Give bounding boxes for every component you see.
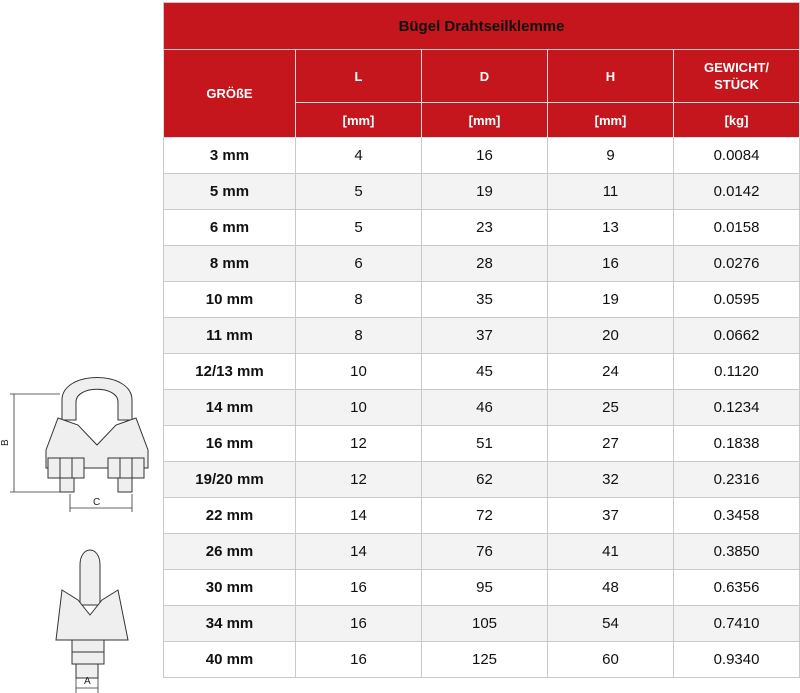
cell-h: 11 xyxy=(548,174,674,210)
cell-size: 14 mm xyxy=(164,390,296,426)
dimension-label-c: C xyxy=(93,497,101,508)
cell-d: 51 xyxy=(422,426,548,462)
cell-d: 76 xyxy=(422,534,548,570)
cell-d: 23 xyxy=(422,210,548,246)
cell-l: 10 xyxy=(296,390,422,426)
cell-weight: 0.3458 xyxy=(674,498,800,534)
table-row xyxy=(164,534,800,570)
cell-size: 22 mm xyxy=(164,498,296,534)
cell-size: 11 mm xyxy=(164,318,296,354)
cell-weight: 0.6356 xyxy=(674,570,800,606)
unit-l: [mm] xyxy=(296,103,422,138)
cell-h: 19 xyxy=(548,282,674,318)
cell-h: 41 xyxy=(548,534,674,570)
cell-weight: 0.0662 xyxy=(674,318,800,354)
header-h: H xyxy=(548,50,674,103)
cell-l: 8 xyxy=(296,282,422,318)
cell-weight: 0.1838 xyxy=(674,426,800,462)
spec-table xyxy=(163,2,800,678)
cell-d: 62 xyxy=(422,462,548,498)
cell-h: 9 xyxy=(548,138,674,174)
cell-size: 6 mm xyxy=(164,210,296,246)
cell-size: 30 mm xyxy=(164,570,296,606)
unit-weight: [kg] xyxy=(674,103,800,138)
cell-h: 16 xyxy=(548,246,674,282)
table-row xyxy=(164,426,800,462)
cell-size: 3 mm xyxy=(164,138,296,174)
cell-weight: 0.0276 xyxy=(674,246,800,282)
cell-size: 34 mm xyxy=(164,606,296,642)
header-d: D xyxy=(422,50,548,103)
cell-weight: 0.9340 xyxy=(674,642,800,678)
table-row xyxy=(164,570,800,606)
cell-weight: 0.1234 xyxy=(674,390,800,426)
table-row xyxy=(164,390,800,426)
cell-size: 12/13 mm xyxy=(164,354,296,390)
table-row xyxy=(164,498,800,534)
cell-l: 16 xyxy=(296,642,422,678)
cell-h: 54 xyxy=(548,606,674,642)
cell-d: 35 xyxy=(422,282,548,318)
table-row xyxy=(164,642,800,678)
table-row xyxy=(164,354,800,390)
cell-l: 12 xyxy=(296,426,422,462)
dimension-label-b: B xyxy=(0,439,11,446)
cell-h: 60 xyxy=(548,642,674,678)
cell-d: 19 xyxy=(422,174,548,210)
cell-size: 8 mm xyxy=(164,246,296,282)
cell-d: 45 xyxy=(422,354,548,390)
cell-size: 19/20 mm xyxy=(164,462,296,498)
cell-l: 10 xyxy=(296,354,422,390)
dimension-label-a: A xyxy=(84,676,91,687)
cell-h: 20 xyxy=(548,318,674,354)
header-l: L xyxy=(296,50,422,103)
table-row xyxy=(164,282,800,318)
cell-l: 6 xyxy=(296,246,422,282)
cell-size: 40 mm xyxy=(164,642,296,678)
cell-d: 37 xyxy=(422,318,548,354)
table-title: Bügel Drahtseilklemme xyxy=(164,3,800,50)
cell-d: 28 xyxy=(422,246,548,282)
cell-weight: 0.0084 xyxy=(674,138,800,174)
table-row xyxy=(164,246,800,282)
cell-weight: 0.2316 xyxy=(674,462,800,498)
cell-d: 46 xyxy=(422,390,548,426)
cell-l: 14 xyxy=(296,534,422,570)
table-row xyxy=(164,462,800,498)
table-row xyxy=(164,606,800,642)
cell-l: 12 xyxy=(296,462,422,498)
table-row xyxy=(164,318,800,354)
cell-l: 5 xyxy=(296,174,422,210)
cell-size: 5 mm xyxy=(164,174,296,210)
cell-h: 13 xyxy=(548,210,674,246)
table-row xyxy=(164,174,800,210)
cell-h: 48 xyxy=(548,570,674,606)
cell-size: 10 mm xyxy=(164,282,296,318)
table-row xyxy=(164,138,800,174)
unit-h: [mm] xyxy=(548,103,674,138)
cell-d: 125 xyxy=(422,642,548,678)
cell-l: 16 xyxy=(296,570,422,606)
cell-h: 25 xyxy=(548,390,674,426)
cell-l: 8 xyxy=(296,318,422,354)
cell-weight: 0.0142 xyxy=(674,174,800,210)
cell-weight: 0.0158 xyxy=(674,210,800,246)
cell-weight: 0.7410 xyxy=(674,606,800,642)
cell-l: 4 xyxy=(296,138,422,174)
cell-weight: 0.1120 xyxy=(674,354,800,390)
cell-l: 5 xyxy=(296,210,422,246)
front-view-drawing xyxy=(46,378,148,493)
header-size: GRÖßE xyxy=(164,50,296,138)
unit-d: [mm] xyxy=(422,103,548,138)
cell-d: 16 xyxy=(422,138,548,174)
cell-weight: 0.3850 xyxy=(674,534,800,570)
cell-l: 14 xyxy=(296,498,422,534)
cell-l: 16 xyxy=(296,606,422,642)
cell-d: 105 xyxy=(422,606,548,642)
cell-d: 72 xyxy=(422,498,548,534)
cell-size: 16 mm xyxy=(164,426,296,462)
cell-weight: 0.0595 xyxy=(674,282,800,318)
side-view-drawing xyxy=(56,550,128,678)
cell-size: 26 mm xyxy=(164,534,296,570)
cell-h: 37 xyxy=(548,498,674,534)
cell-h: 24 xyxy=(548,354,674,390)
header-weight: GEWICHT/ STÜCK xyxy=(674,50,800,103)
cell-h: 27 xyxy=(548,426,674,462)
cell-h: 32 xyxy=(548,462,674,498)
technical-drawings xyxy=(0,0,162,693)
cell-d: 95 xyxy=(422,570,548,606)
table-row xyxy=(164,210,800,246)
